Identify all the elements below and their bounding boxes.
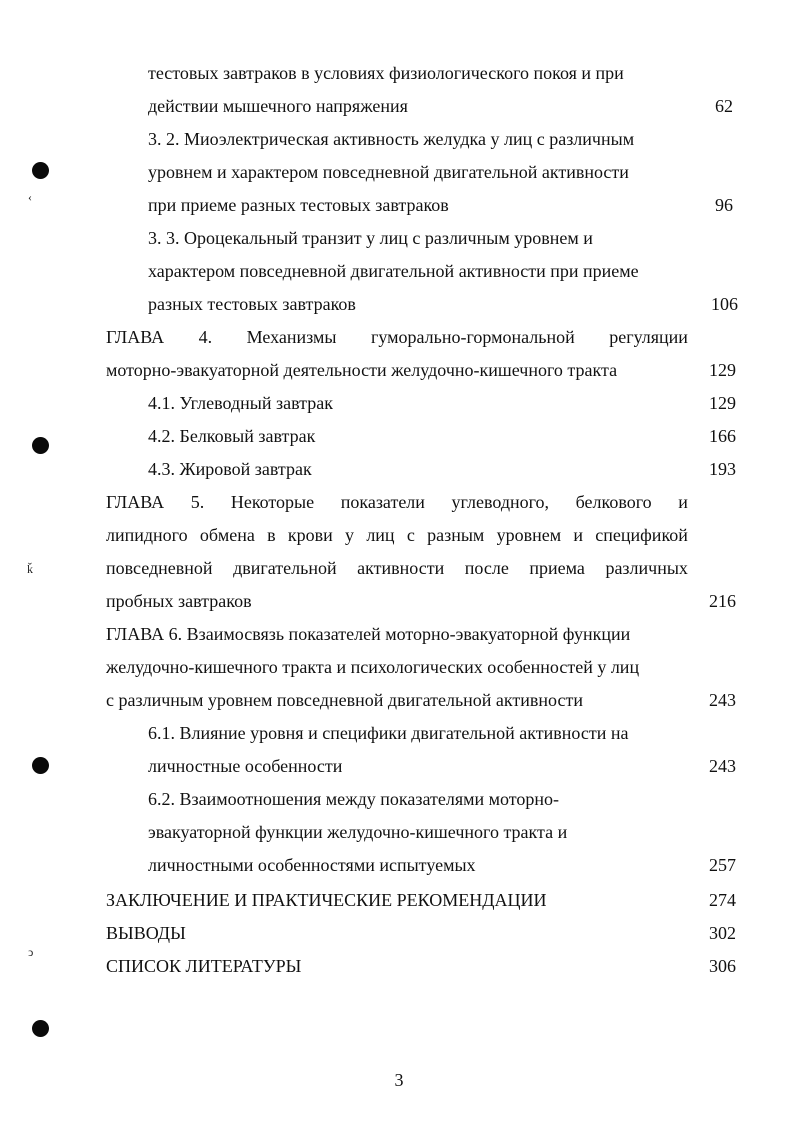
section-title: 4.2. Белковый завтрак (148, 426, 316, 446)
page-ref: 243 (709, 690, 736, 710)
section-title: 6.2. Взаимоотношения между показателями моторно- (148, 789, 560, 809)
stray-mark: ‹ (28, 190, 32, 204)
toc-line: тестовых завтраков в условиях физиологического покоя и при (148, 63, 624, 83)
section-title: 4.3. Жировой завтрак (148, 459, 312, 479)
page-ref: 257 (709, 855, 736, 875)
punch-hole (32, 437, 49, 454)
toc-line: повседневной двигательной активности после приема различных (106, 558, 688, 578)
section-title: 6.1. Влияние уровня и специфики двигательной активности на (148, 723, 629, 743)
page-ref: 166 (709, 426, 736, 446)
toc-line (148, 222, 733, 255)
chapter-title: СПИСОК ЛИТЕРАТУРЫ (106, 956, 302, 976)
punch-hole (32, 162, 49, 179)
page-number: 3 (394, 1070, 404, 1090)
toc-line: моторно-эвакуаторной деятельности желудочно-кишечного тракта 129 (106, 354, 736, 387)
toc-line: действии мышечного напряжения 62 (148, 90, 733, 123)
stray-mark: ǩ (27, 562, 33, 576)
section-title: 3. 2. Миоэлектрическая активность желудка у лиц с различным (148, 129, 635, 149)
toc-line: личностными особенностями испытуемых 257 (148, 849, 736, 882)
toc-line: при приеме разных тестовых завтраков 96 (148, 189, 733, 222)
toc-line: личностные особенности 243 (148, 750, 736, 783)
page-ref: 96 (715, 195, 733, 215)
toc-line: уровнем и характером повседневной двигательной активности (148, 162, 629, 182)
stray-mark: ↄ (28, 945, 34, 959)
page-ref: 129 (709, 393, 736, 413)
punch-hole (32, 757, 49, 774)
chapter-title: ГЛАВА 6. Взаимосвязь показателей моторно-эвакуаторной функции (106, 624, 631, 644)
section-title: 3. 3. Ороцекальный транзит у лиц с различным уровнем и (148, 228, 593, 248)
toc-line: характером повседневной двигательной активности при приеме (148, 261, 639, 281)
section-title: 4.1. Углеводный завтрак (148, 393, 333, 413)
toc-line: липидного обмена в крови у лиц с разным уровнем и спецификой (106, 525, 688, 545)
toc-line: желудочно-кишечного тракта и психологических особенностей у лиц (106, 657, 640, 677)
toc-line (148, 387, 736, 420)
page-ref: 243 (709, 756, 736, 776)
punch-hole (32, 1020, 49, 1037)
toc-line (106, 917, 736, 950)
page-ref: 129 (709, 360, 736, 380)
page-ref: 106 (711, 294, 738, 314)
toc-line (148, 453, 736, 486)
toc-line (106, 884, 736, 917)
chapter-title: ГЛАВА 5. Некоторые показатели углеводного, белкового и (106, 492, 688, 512)
toc-line (148, 717, 736, 750)
toc-line (148, 420, 736, 453)
page-ref: 274 (709, 890, 736, 910)
toc-line (148, 123, 733, 156)
page-ref: 216 (709, 591, 736, 611)
toc-line: разных тестовых завтраков 106 (148, 288, 738, 321)
page-ref: 306 (709, 956, 736, 976)
page-ref: 193 (709, 459, 736, 479)
chapter-title: ЗАКЛЮЧЕНИЕ И ПРАКТИЧЕСКИЕ РЕКОМЕНДАЦИИ (106, 890, 547, 910)
toc-line (148, 783, 736, 816)
toc-line: пробных завтраков 216 (106, 585, 736, 618)
page-ref: 302 (709, 923, 736, 943)
toc-line: эвакуаторной функции желудочно-кишечного тракта и (148, 822, 568, 842)
page-ref: 62 (715, 96, 733, 116)
chapter-title: ГЛАВА 4. Механизмы гуморально-гормональной регуляции (106, 327, 688, 347)
chapter-title: ВЫВОДЫ (106, 923, 186, 943)
toc-line: с различным уровнем повседневной двигательной активности 243 (106, 684, 736, 717)
toc-line (106, 950, 736, 983)
